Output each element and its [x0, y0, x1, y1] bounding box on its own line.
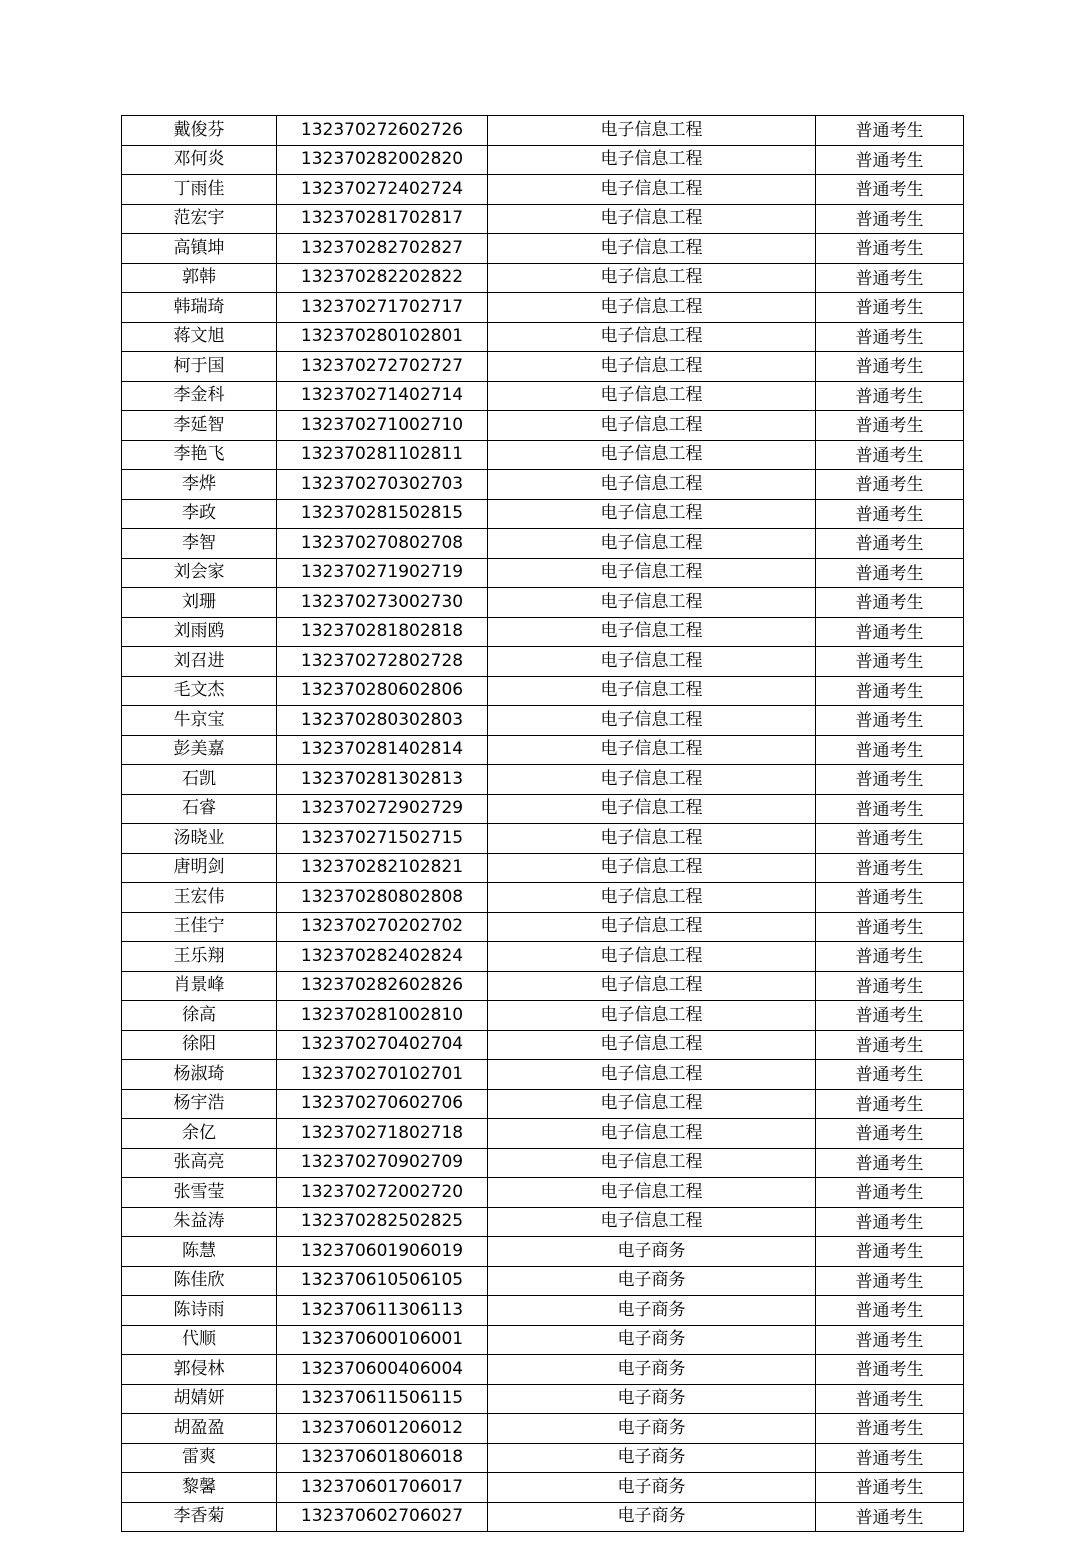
candidate-table — [121, 115, 964, 1532]
major-cell: 电子商务 — [488, 1296, 816, 1326]
candidate-name-cell: 余亿 — [122, 1119, 277, 1149]
major-cell: 电子信息工程 — [488, 853, 816, 883]
candidate-name-cell: 陈诗雨 — [122, 1296, 277, 1326]
candidate-name-cell: 刘珊 — [122, 588, 277, 618]
major-cell: 电子信息工程 — [488, 381, 816, 411]
table-row — [122, 1030, 964, 1060]
major-cell: 电子商务 — [488, 1325, 816, 1355]
candidate-type-cell: 普通考生 — [816, 912, 964, 942]
candidate-type-cell: 普通考生 — [816, 411, 964, 441]
major-cell: 电子信息工程 — [488, 735, 816, 765]
candidate-id-cell: 132370270202702 — [277, 912, 488, 942]
candidate-id-cell: 132370272902729 — [277, 794, 488, 824]
candidate-type-cell: 普通考生 — [816, 293, 964, 323]
table-row — [122, 1119, 964, 1149]
candidate-type-cell: 普通考生 — [816, 971, 964, 1001]
candidate-type-cell: 普通考生 — [816, 234, 964, 264]
candidate-type-cell: 普通考生 — [816, 883, 964, 913]
candidate-table-body — [122, 116, 964, 1532]
candidate-name-cell: 郭侵林 — [122, 1355, 277, 1385]
table-row — [122, 234, 964, 264]
major-cell: 电子商务 — [488, 1384, 816, 1414]
candidate-id-cell: 132370271402714 — [277, 381, 488, 411]
candidate-type-cell: 普通考生 — [816, 558, 964, 588]
candidate-type-cell: 普通考生 — [816, 499, 964, 529]
candidate-id-cell: 132370270902709 — [277, 1148, 488, 1178]
candidate-id-cell: 132370270402704 — [277, 1030, 488, 1060]
table-row — [122, 440, 964, 470]
major-cell: 电子信息工程 — [488, 971, 816, 1001]
candidate-id-cell: 132370272402724 — [277, 175, 488, 205]
candidate-id-cell: 132370600106001 — [277, 1325, 488, 1355]
candidate-id-cell: 132370281102811 — [277, 440, 488, 470]
candidate-name-cell: 朱益涛 — [122, 1207, 277, 1237]
candidate-type-cell: 普通考生 — [816, 1473, 964, 1503]
table-row — [122, 883, 964, 913]
candidate-id-cell: 132370282402824 — [277, 942, 488, 972]
candidate-id-cell: 132370271702717 — [277, 293, 488, 323]
table-row — [122, 1325, 964, 1355]
candidate-type-cell: 普通考生 — [816, 322, 964, 352]
candidate-name-cell: 张雪莹 — [122, 1178, 277, 1208]
table-row — [122, 322, 964, 352]
candidate-id-cell: 132370270602706 — [277, 1089, 488, 1119]
candidate-id-cell: 132370601906019 — [277, 1237, 488, 1267]
candidate-name-cell: 戴俊芬 — [122, 116, 277, 146]
major-cell: 电子信息工程 — [488, 794, 816, 824]
candidate-name-cell: 韩瑞琦 — [122, 293, 277, 323]
candidate-name-cell: 李政 — [122, 499, 277, 529]
candidate-name-cell: 胡婧妍 — [122, 1384, 277, 1414]
major-cell: 电子信息工程 — [488, 1119, 816, 1149]
candidate-name-cell: 杨宇浩 — [122, 1089, 277, 1119]
candidate-name-cell: 王佳宁 — [122, 912, 277, 942]
candidate-id-cell: 132370282202822 — [277, 263, 488, 293]
major-cell: 电子信息工程 — [488, 322, 816, 352]
candidate-type-cell: 普通考生 — [816, 765, 964, 795]
candidate-id-cell: 132370602706027 — [277, 1502, 488, 1532]
candidate-name-cell: 李香菊 — [122, 1502, 277, 1532]
table-row — [122, 971, 964, 1001]
candidate-type-cell: 普通考生 — [816, 588, 964, 618]
major-cell: 电子信息工程 — [488, 470, 816, 500]
major-cell: 电子信息工程 — [488, 1030, 816, 1060]
candidate-id-cell: 132370270802708 — [277, 529, 488, 559]
candidate-type-cell: 普通考生 — [816, 942, 964, 972]
candidate-id-cell: 132370270102701 — [277, 1060, 488, 1090]
candidate-id-cell: 132370270302703 — [277, 470, 488, 500]
candidate-name-cell: 徐阳 — [122, 1030, 277, 1060]
major-cell: 电子信息工程 — [488, 1178, 816, 1208]
candidate-name-cell: 唐明剑 — [122, 853, 277, 883]
candidate-name-cell: 石睿 — [122, 794, 277, 824]
major-cell: 电子信息工程 — [488, 204, 816, 234]
candidate-id-cell: 132370271802718 — [277, 1119, 488, 1149]
table-row — [122, 470, 964, 500]
candidate-id-cell: 132370611506115 — [277, 1384, 488, 1414]
candidate-name-cell: 石凯 — [122, 765, 277, 795]
candidate-name-cell: 柯于国 — [122, 352, 277, 382]
candidate-name-cell: 肖景峰 — [122, 971, 277, 1001]
table-row — [122, 942, 964, 972]
candidate-type-cell: 普通考生 — [816, 853, 964, 883]
table-row — [122, 381, 964, 411]
table-row — [122, 794, 964, 824]
major-cell: 电子信息工程 — [488, 1060, 816, 1090]
candidate-id-cell: 132370281002810 — [277, 1001, 488, 1031]
candidate-id-cell: 132370271902719 — [277, 558, 488, 588]
table-row — [122, 263, 964, 293]
candidate-id-cell: 132370600406004 — [277, 1355, 488, 1385]
major-cell: 电子信息工程 — [488, 706, 816, 736]
candidate-id-cell: 132370281502815 — [277, 499, 488, 529]
major-cell: 电子信息工程 — [488, 1089, 816, 1119]
candidate-id-cell: 132370271502715 — [277, 824, 488, 854]
candidate-id-cell: 132370601706017 — [277, 1473, 488, 1503]
table-row — [122, 1414, 964, 1444]
candidate-type-cell: 普通考生 — [816, 1414, 964, 1444]
candidate-type-cell: 普通考生 — [816, 1119, 964, 1149]
candidate-type-cell: 普通考生 — [816, 1001, 964, 1031]
table-row — [122, 1060, 964, 1090]
candidate-id-cell: 132370272702727 — [277, 352, 488, 382]
candidate-name-cell: 徐高 — [122, 1001, 277, 1031]
candidate-name-cell: 郭韩 — [122, 263, 277, 293]
table-row — [122, 647, 964, 677]
major-cell: 电子商务 — [488, 1473, 816, 1503]
candidate-id-cell: 132370281402814 — [277, 735, 488, 765]
candidate-type-cell: 普通考生 — [816, 1148, 964, 1178]
candidate-id-cell: 132370271002710 — [277, 411, 488, 441]
table-row — [122, 1237, 964, 1267]
table-row — [122, 1089, 964, 1119]
candidate-type-cell: 普通考生 — [816, 352, 964, 382]
candidate-id-cell: 132370281702817 — [277, 204, 488, 234]
candidate-id-cell: 132370272802728 — [277, 647, 488, 677]
candidate-name-cell: 胡盈盈 — [122, 1414, 277, 1444]
major-cell: 电子信息工程 — [488, 676, 816, 706]
table-row — [122, 558, 964, 588]
table-row — [122, 175, 964, 205]
candidate-type-cell: 普通考生 — [816, 647, 964, 677]
table-row — [122, 145, 964, 175]
table-row — [122, 853, 964, 883]
candidate-type-cell: 普通考生 — [816, 1178, 964, 1208]
candidate-type-cell: 普通考生 — [816, 1355, 964, 1385]
candidate-type-cell: 普通考生 — [816, 794, 964, 824]
candidate-name-cell: 黎馨 — [122, 1473, 277, 1503]
major-cell: 电子商务 — [488, 1355, 816, 1385]
major-cell: 电子信息工程 — [488, 175, 816, 205]
major-cell: 电子商务 — [488, 1266, 816, 1296]
major-cell: 电子信息工程 — [488, 558, 816, 588]
major-cell: 电子商务 — [488, 1237, 816, 1267]
table-row — [122, 765, 964, 795]
table-row — [122, 1502, 964, 1532]
candidate-id-cell: 132370601206012 — [277, 1414, 488, 1444]
major-cell: 电子信息工程 — [488, 293, 816, 323]
candidate-name-cell: 丁雨佳 — [122, 175, 277, 205]
candidate-id-cell: 132370280802808 — [277, 883, 488, 913]
candidate-name-cell: 杨淑琦 — [122, 1060, 277, 1090]
table-row — [122, 204, 964, 234]
candidate-name-cell: 李金科 — [122, 381, 277, 411]
candidate-type-cell: 普通考生 — [816, 175, 964, 205]
candidate-type-cell: 普通考生 — [816, 1060, 964, 1090]
candidate-type-cell: 普通考生 — [816, 676, 964, 706]
major-cell: 电子商务 — [488, 1414, 816, 1444]
major-cell: 电子信息工程 — [488, 499, 816, 529]
major-cell: 电子信息工程 — [488, 617, 816, 647]
table-row — [122, 1355, 964, 1385]
table-row — [122, 588, 964, 618]
major-cell: 电子信息工程 — [488, 263, 816, 293]
candidate-name-cell: 雷爽 — [122, 1443, 277, 1473]
table-row — [122, 352, 964, 382]
candidate-type-cell: 普通考生 — [816, 1266, 964, 1296]
table-row — [122, 706, 964, 736]
major-cell: 电子信息工程 — [488, 145, 816, 175]
candidate-name-cell: 汤晓业 — [122, 824, 277, 854]
table-row — [122, 499, 964, 529]
major-cell: 电子信息工程 — [488, 529, 816, 559]
table-row — [122, 1443, 964, 1473]
major-cell: 电子信息工程 — [488, 352, 816, 382]
candidate-id-cell: 132370272602726 — [277, 116, 488, 146]
candidate-id-cell: 132370273002730 — [277, 588, 488, 618]
candidate-id-cell: 132370282702827 — [277, 234, 488, 264]
table-row — [122, 293, 964, 323]
candidate-type-cell: 普通考生 — [816, 1207, 964, 1237]
table-row — [122, 824, 964, 854]
table-row — [122, 1001, 964, 1031]
table-row — [122, 676, 964, 706]
candidate-id-cell: 132370281802818 — [277, 617, 488, 647]
candidate-type-cell: 普通考生 — [816, 204, 964, 234]
major-cell: 电子信息工程 — [488, 411, 816, 441]
candidate-name-cell: 彭美嘉 — [122, 735, 277, 765]
major-cell: 电子信息工程 — [488, 942, 816, 972]
candidate-type-cell: 普通考生 — [816, 1443, 964, 1473]
candidate-name-cell: 李艳飞 — [122, 440, 277, 470]
candidate-name-cell: 牛京宝 — [122, 706, 277, 736]
candidate-name-cell: 代顺 — [122, 1325, 277, 1355]
candidate-id-cell: 132370611306113 — [277, 1296, 488, 1326]
candidate-id-cell: 132370280102801 — [277, 322, 488, 352]
candidate-id-cell: 132370601806018 — [277, 1443, 488, 1473]
table-row — [122, 1384, 964, 1414]
major-cell: 电子信息工程 — [488, 765, 816, 795]
candidate-id-cell: 132370281302813 — [277, 765, 488, 795]
candidate-type-cell: 普通考生 — [816, 1030, 964, 1060]
candidate-name-cell: 王宏伟 — [122, 883, 277, 913]
candidate-name-cell: 李延智 — [122, 411, 277, 441]
candidate-type-cell: 普通考生 — [816, 706, 964, 736]
table-row — [122, 1473, 964, 1503]
table-row — [122, 1148, 964, 1178]
candidate-name-cell: 张高亮 — [122, 1148, 277, 1178]
table-row — [122, 411, 964, 441]
candidate-id-cell: 132370280302803 — [277, 706, 488, 736]
candidate-type-cell: 普通考生 — [816, 145, 964, 175]
candidate-id-cell: 132370282502825 — [277, 1207, 488, 1237]
candidate-name-cell: 刘会家 — [122, 558, 277, 588]
candidate-type-cell: 普通考生 — [816, 824, 964, 854]
candidate-name-cell: 范宏宇 — [122, 204, 277, 234]
major-cell: 电子信息工程 — [488, 824, 816, 854]
candidate-type-cell: 普通考生 — [816, 1384, 964, 1414]
candidate-name-cell: 高镇坤 — [122, 234, 277, 264]
candidate-type-cell: 普通考生 — [816, 1089, 964, 1119]
major-cell: 电子信息工程 — [488, 588, 816, 618]
table-row — [122, 912, 964, 942]
candidate-name-cell: 王乐翔 — [122, 942, 277, 972]
candidate-id-cell: 132370282602826 — [277, 971, 488, 1001]
table-row — [122, 1296, 964, 1326]
major-cell: 电子商务 — [488, 1443, 816, 1473]
candidate-id-cell: 132370280602806 — [277, 676, 488, 706]
table-row — [122, 116, 964, 146]
candidate-type-cell: 普通考生 — [816, 263, 964, 293]
candidate-type-cell: 普通考生 — [816, 1502, 964, 1532]
table-row — [122, 617, 964, 647]
candidate-type-cell: 普通考生 — [816, 529, 964, 559]
major-cell: 电子信息工程 — [488, 440, 816, 470]
candidate-type-cell: 普通考生 — [816, 440, 964, 470]
table-row — [122, 1207, 964, 1237]
major-cell: 电子信息工程 — [488, 647, 816, 677]
major-cell: 电子信息工程 — [488, 912, 816, 942]
candidate-name-cell: 邓何炎 — [122, 145, 277, 175]
candidate-name-cell: 陈慧 — [122, 1237, 277, 1267]
major-cell: 电子信息工程 — [488, 883, 816, 913]
candidate-name-cell: 李烨 — [122, 470, 277, 500]
candidate-name-cell: 李智 — [122, 529, 277, 559]
candidate-type-cell: 普通考生 — [816, 1237, 964, 1267]
candidate-type-cell: 普通考生 — [816, 1325, 964, 1355]
candidate-type-cell: 普通考生 — [816, 470, 964, 500]
candidate-type-cell: 普通考生 — [816, 617, 964, 647]
candidate-name-cell: 陈佳欣 — [122, 1266, 277, 1296]
table-row — [122, 735, 964, 765]
candidate-type-cell: 普通考生 — [816, 116, 964, 146]
major-cell: 电子信息工程 — [488, 234, 816, 264]
candidate-type-cell: 普通考生 — [816, 735, 964, 765]
major-cell: 电子信息工程 — [488, 1001, 816, 1031]
table-row — [122, 1178, 964, 1208]
candidate-name-cell: 蒋文旭 — [122, 322, 277, 352]
candidate-name-cell: 毛文杰 — [122, 676, 277, 706]
table-row — [122, 1266, 964, 1296]
candidate-id-cell: 132370610506105 — [277, 1266, 488, 1296]
major-cell: 电子信息工程 — [488, 1207, 816, 1237]
candidate-name-cell: 刘雨鸥 — [122, 617, 277, 647]
major-cell: 电子信息工程 — [488, 116, 816, 146]
major-cell: 电子商务 — [488, 1502, 816, 1532]
candidate-id-cell: 132370272002720 — [277, 1178, 488, 1208]
candidate-type-cell: 普通考生 — [816, 1296, 964, 1326]
candidate-id-cell: 132370282002820 — [277, 145, 488, 175]
candidate-id-cell: 132370282102821 — [277, 853, 488, 883]
candidate-type-cell: 普通考生 — [816, 381, 964, 411]
candidate-name-cell: 刘召进 — [122, 647, 277, 677]
table-row — [122, 529, 964, 559]
major-cell: 电子信息工程 — [488, 1148, 816, 1178]
